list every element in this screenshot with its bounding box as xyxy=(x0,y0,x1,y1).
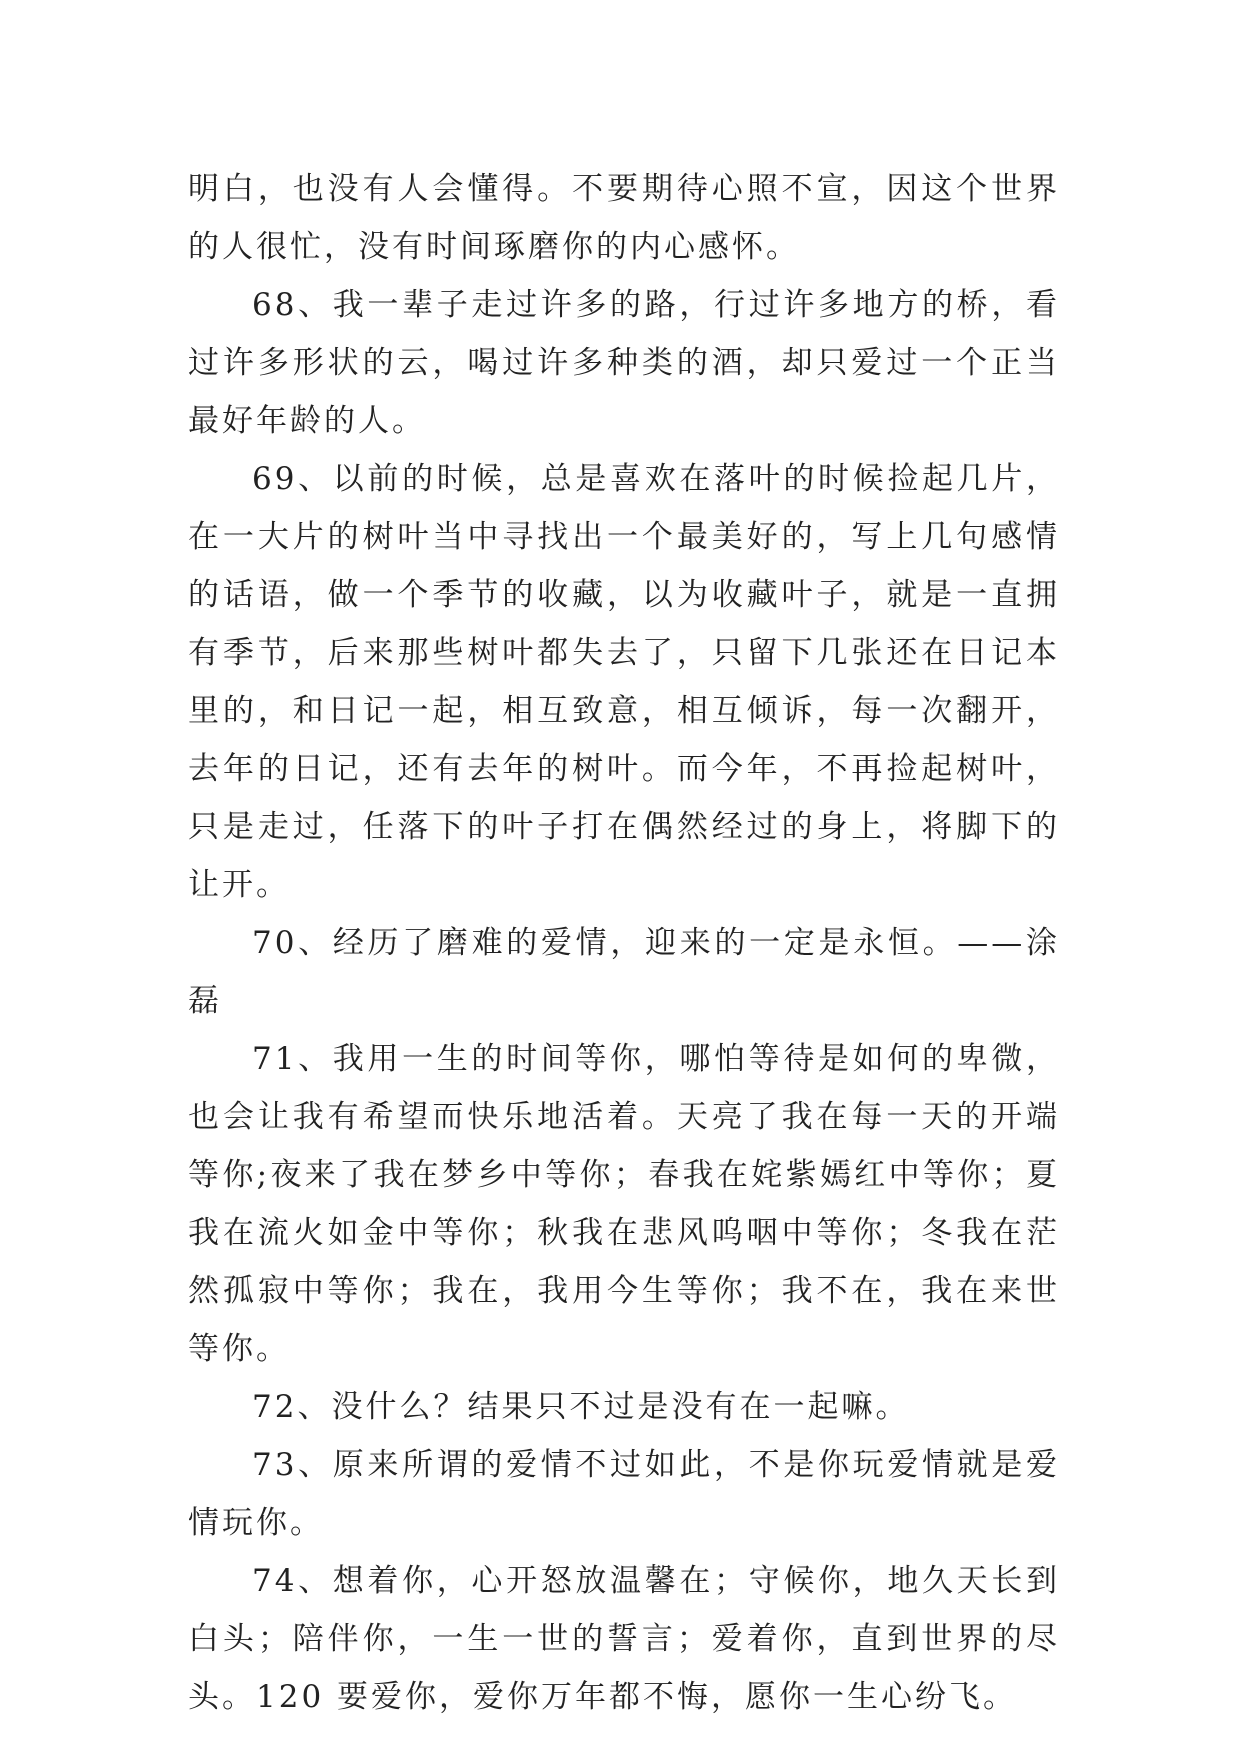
paragraph-72: 72、没什么？结果只不过是没有在一起嘛。 xyxy=(252,1389,910,1425)
paragraph-73: 73、原来所谓的爱情不过如此，不是你玩爱情就是爱情玩你。 xyxy=(188,1447,1060,1541)
paragraph-74: 74、想着你，心开怒放温馨在；守候你，地久天长到白头；陪伴你，一生一世的誓言；爱着你，直到世界的尽头。120 要爱你，爱你万年都不悔，愿你一生心纷飞。 xyxy=(188,1563,1060,1715)
document-body xyxy=(188,160,1060,1726)
paragraph-71: 71、我用一生的时间等你，哪怕等待是如何的卑微，也会让我有希望而快乐地活着。天亮了我在每一天的开端等你;夜来了我在梦乡中等你；春我在姹紫嫣红中等你；夏我在流火如金中等你；秋我在悲风呜咽中等你；冬我在茫然孤寂中等你；我在，我用今生等你；我不在，我在来世等你。 xyxy=(188,1041,1060,1367)
paragraph-70: 70、经历了磨难的爱情，迎来的一定是永恒。——涂磊 xyxy=(188,925,1060,1019)
paragraph-69: 69、以前的时候，总是喜欢在落叶的时候捡起几片，在一大片的树叶当中寻找出一个最美好的，写上几句感情的话语，做一个季节的收藏，以为收藏叶子，就是一直拥有季节，后来那些树叶都失去了，只留下几张还在日记本里的，和日记一起，相互致意，相互倾诉，每一次翻开，去年的日记，还有去年的树叶。而今年，不再捡起树叶，只是走过，任落下的叶子打在偶然经过的身上，将脚下的让开。 xyxy=(188,461,1060,903)
paragraph-68: 68、我一辈子走过许多的路，行过许多地方的桥，看过许多形状的云，喝过许多种类的酒，却只爱过一个正当最好年龄的人。 xyxy=(188,287,1060,439)
paragraph-continuation: 明白，也没有人会懂得。不要期待心照不宣，因这个世界的人很忙，没有时间琢磨你的内心感怀。 xyxy=(188,171,1060,265)
